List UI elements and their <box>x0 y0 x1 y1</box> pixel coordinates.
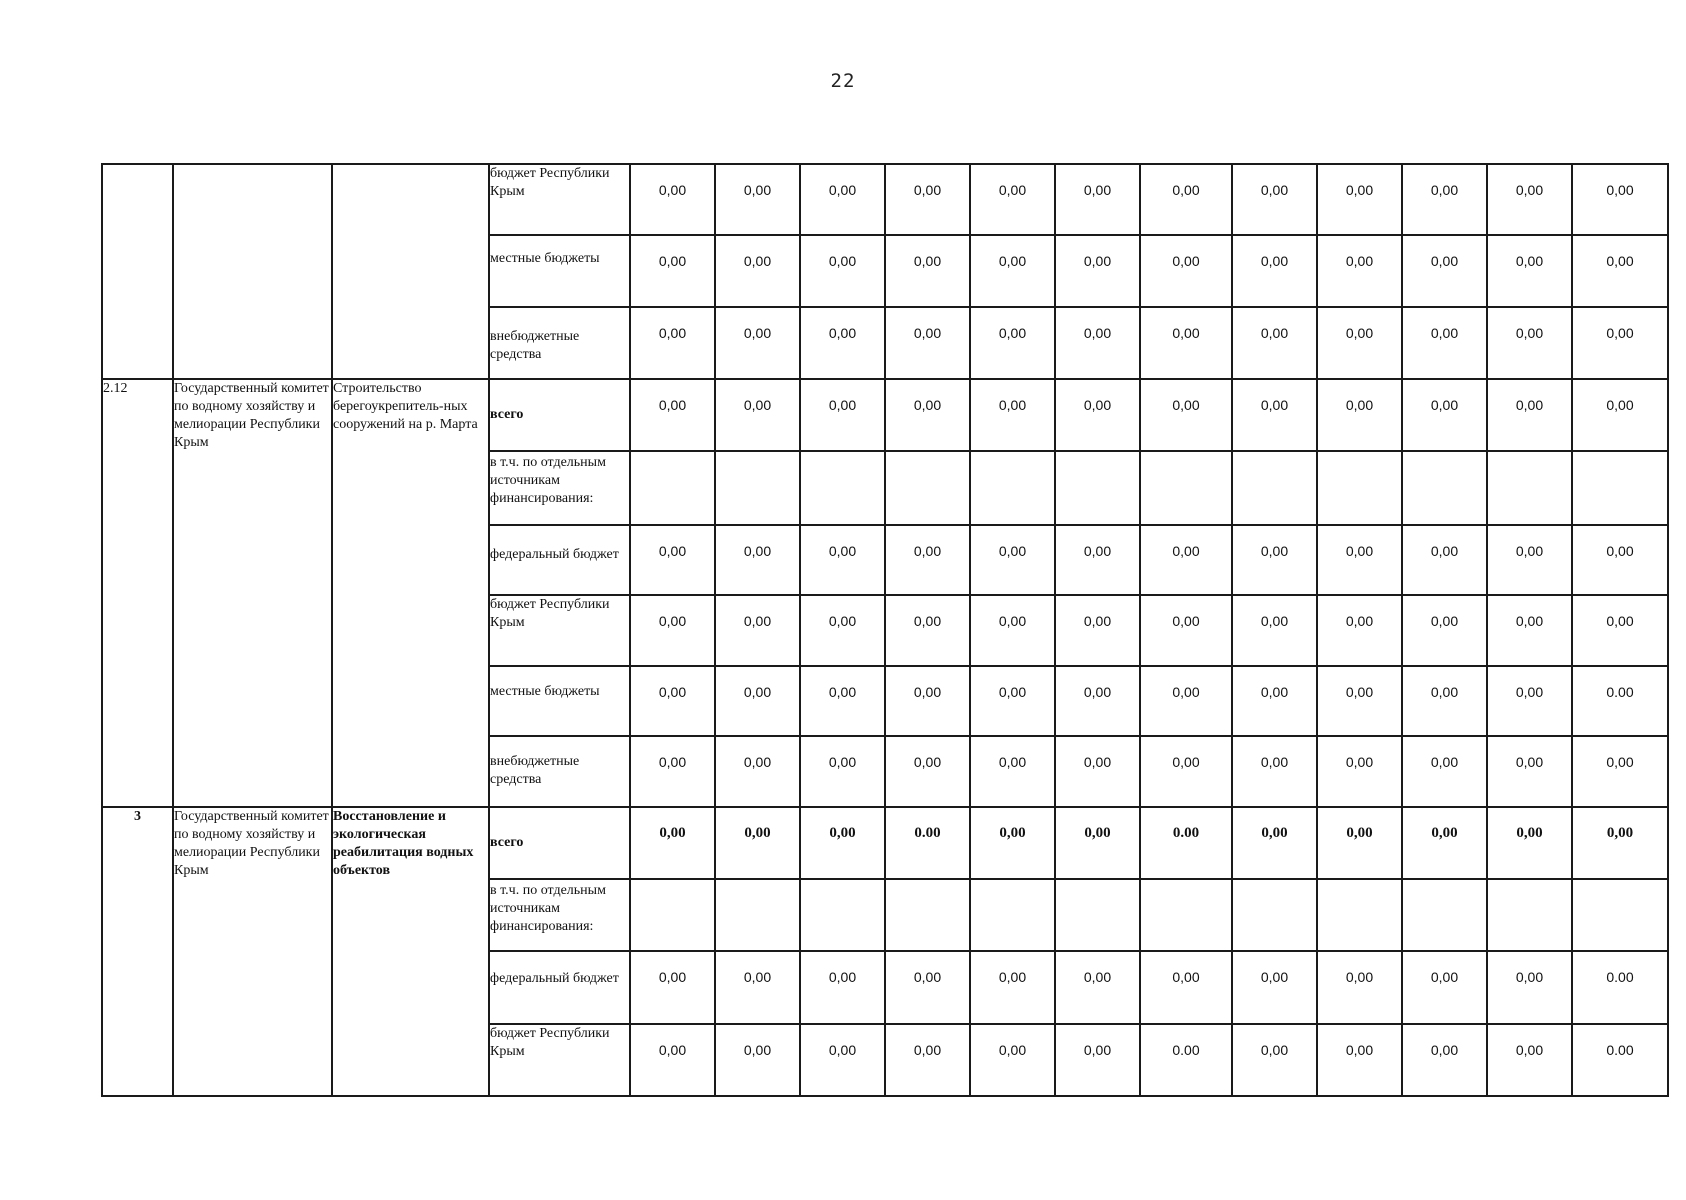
value-cell: 0,00 <box>1317 164 1402 235</box>
value-cell: 0,00 <box>1572 235 1668 307</box>
value-cell <box>1487 879 1572 951</box>
value-cell: 0,00 <box>715 666 800 736</box>
value-cell: 0,00 <box>800 1024 885 1096</box>
value-cell: 0,00 <box>1402 164 1487 235</box>
source-cell: федеральный бюджет <box>489 951 630 1024</box>
value-cell: 0,00 <box>1402 307 1487 379</box>
value-cell: 0,00 <box>1317 807 1402 879</box>
value-cell: 0,00 <box>715 525 800 595</box>
value-cell: 0.00 <box>1572 666 1668 736</box>
value-cell: 0,00 <box>630 807 715 879</box>
financing-table <box>101 163 1669 1097</box>
value-cell: 0,00 <box>1572 595 1668 666</box>
value-cell: 0,00 <box>1572 307 1668 379</box>
source-cell: всего <box>489 807 630 879</box>
value-cell: 0,00 <box>970 951 1055 1024</box>
value-cell: 0,00 <box>1055 951 1140 1024</box>
value-cell: 0,00 <box>1140 666 1232 736</box>
value-cell: 0,00 <box>1232 666 1317 736</box>
value-cell <box>715 451 800 525</box>
value-cell: 0,00 <box>1317 525 1402 595</box>
value-cell: 0,00 <box>630 307 715 379</box>
value-cell: 0,00 <box>1317 379 1402 451</box>
value-cell: 0,00 <box>1317 666 1402 736</box>
value-cell: 0,00 <box>1317 736 1402 807</box>
value-cell: 0,00 <box>1317 307 1402 379</box>
value-cell <box>1572 451 1668 525</box>
value-cell: 0,00 <box>1487 736 1572 807</box>
value-cell: 0,00 <box>1055 525 1140 595</box>
value-cell: 0,00 <box>1317 951 1402 1024</box>
value-cell: 0,00 <box>970 307 1055 379</box>
value-cell: 0,00 <box>1140 379 1232 451</box>
value-cell: 0,00 <box>1140 951 1232 1024</box>
value-cell: 0,00 <box>630 235 715 307</box>
value-cell: 0,00 <box>1055 379 1140 451</box>
value-cell: 0,00 <box>970 807 1055 879</box>
value-cell: 0,00 <box>1402 595 1487 666</box>
value-cell: 0,00 <box>800 307 885 379</box>
value-cell: 0,00 <box>800 164 885 235</box>
value-cell <box>1232 879 1317 951</box>
value-cell: 0,00 <box>1402 379 1487 451</box>
table-row <box>102 807 1668 879</box>
index-cell <box>102 164 173 379</box>
value-cell: 0,00 <box>715 1024 800 1096</box>
value-cell: 0,00 <box>1232 595 1317 666</box>
value-cell: 0,00 <box>715 379 800 451</box>
value-cell: 0,00 <box>885 595 970 666</box>
value-cell: 0,00 <box>970 595 1055 666</box>
value-cell <box>885 451 970 525</box>
value-cell: 0,00 <box>1055 307 1140 379</box>
value-cell: 0,00 <box>800 666 885 736</box>
value-cell: 0,00 <box>885 164 970 235</box>
value-cell: 0,00 <box>715 235 800 307</box>
value-cell: 0,00 <box>1055 807 1140 879</box>
value-cell: 0,00 <box>1232 807 1317 879</box>
value-cell: 0,00 <box>800 379 885 451</box>
value-cell: 0,00 <box>630 736 715 807</box>
value-cell: 0,00 <box>1572 736 1668 807</box>
value-cell <box>970 879 1055 951</box>
value-cell: 0.00 <box>1572 1024 1668 1096</box>
organization-cell: Государственный комитет по водному хозяйству и мелиорации Республики Крым <box>173 807 332 1096</box>
value-cell: 0,00 <box>1402 666 1487 736</box>
value-cell: 0,00 <box>970 164 1055 235</box>
value-cell: 0.00 <box>1140 1024 1232 1096</box>
value-cell: 0,00 <box>630 595 715 666</box>
value-cell: 0,00 <box>885 379 970 451</box>
value-cell: 0,00 <box>1232 951 1317 1024</box>
table-row <box>102 164 1668 235</box>
value-cell: 0,00 <box>1487 164 1572 235</box>
value-cell: 0,00 <box>800 736 885 807</box>
value-cell: 0,00 <box>1402 807 1487 879</box>
value-cell: 0,00 <box>1140 235 1232 307</box>
value-cell: 0,00 <box>1232 1024 1317 1096</box>
source-cell: бюджет Республики Крым <box>489 164 630 235</box>
value-cell: 0,00 <box>1055 595 1140 666</box>
value-cell: 0,00 <box>1055 164 1140 235</box>
value-cell: 0,00 <box>630 951 715 1024</box>
value-cell: 0,00 <box>1487 525 1572 595</box>
value-cell <box>970 451 1055 525</box>
value-cell: 0,00 <box>1232 736 1317 807</box>
index-cell: 2.12 <box>102 379 173 807</box>
value-cell: 0,00 <box>1317 235 1402 307</box>
value-cell <box>1402 879 1487 951</box>
value-cell: 0,00 <box>1572 164 1668 235</box>
value-cell: 0,00 <box>885 736 970 807</box>
value-cell: 0,00 <box>715 807 800 879</box>
value-cell <box>1317 451 1402 525</box>
value-cell: 0,00 <box>1402 235 1487 307</box>
value-cell: 0,00 <box>630 666 715 736</box>
value-cell: 0,00 <box>715 164 800 235</box>
value-cell: 0,00 <box>715 307 800 379</box>
value-cell: 0,00 <box>800 525 885 595</box>
index-cell: 3 <box>102 807 173 1096</box>
value-cell: 0,00 <box>1402 736 1487 807</box>
value-cell: 0,00 <box>630 1024 715 1096</box>
value-cell: 0,00 <box>1402 1024 1487 1096</box>
value-cell: 0,00 <box>1140 307 1232 379</box>
value-cell: 0,00 <box>970 666 1055 736</box>
value-cell <box>1317 879 1402 951</box>
value-cell <box>1487 451 1572 525</box>
value-cell: 0,00 <box>1232 379 1317 451</box>
value-cell: 0,00 <box>970 1024 1055 1096</box>
value-cell: 0,00 <box>1232 525 1317 595</box>
table-body <box>102 164 1668 1096</box>
value-cell: 0,00 <box>1487 595 1572 666</box>
value-cell: 0,00 <box>1317 595 1402 666</box>
value-cell: 0,00 <box>800 235 885 307</box>
value-cell: 0,00 <box>800 595 885 666</box>
activity-cell <box>332 164 489 379</box>
source-cell: местные бюджеты <box>489 666 630 736</box>
value-cell: 0,00 <box>1232 307 1317 379</box>
page-number: 22 <box>830 70 856 92</box>
table-row <box>102 379 1668 451</box>
value-cell: 0,00 <box>1572 525 1668 595</box>
value-cell: 0,00 <box>885 307 970 379</box>
activity-cell: Строительство берегоукрепитель-ных сооружений на р. Марта <box>332 379 489 807</box>
value-cell: 0,00 <box>885 235 970 307</box>
value-cell <box>1402 451 1487 525</box>
value-cell: 0,00 <box>1055 1024 1140 1096</box>
value-cell: 0,00 <box>1572 379 1668 451</box>
value-cell <box>885 879 970 951</box>
value-cell: 0,00 <box>715 595 800 666</box>
value-cell: 0,00 <box>970 736 1055 807</box>
value-cell: 0,00 <box>1487 1024 1572 1096</box>
value-cell <box>630 451 715 525</box>
value-cell: 0,00 <box>1487 807 1572 879</box>
value-cell: 0,00 <box>800 807 885 879</box>
source-cell: бюджет Республики Крым <box>489 595 630 666</box>
value-cell: 0,00 <box>1402 951 1487 1024</box>
source-cell: бюджет Республики Крым <box>489 1024 630 1096</box>
value-cell: 0,00 <box>885 666 970 736</box>
value-cell: 0,00 <box>1140 525 1232 595</box>
source-cell: в т.ч. по отдельным источникам финансирования: <box>489 451 630 525</box>
value-cell: 0,00 <box>1232 235 1317 307</box>
source-cell: внебюджетные средства <box>489 736 630 807</box>
value-cell <box>1055 451 1140 525</box>
value-cell <box>1140 451 1232 525</box>
value-cell <box>800 451 885 525</box>
value-cell: 0,00 <box>970 525 1055 595</box>
value-cell <box>1232 451 1317 525</box>
value-cell: 0,00 <box>630 164 715 235</box>
value-cell: 0,00 <box>1055 235 1140 307</box>
value-cell: 0,00 <box>970 235 1055 307</box>
value-cell <box>1055 879 1140 951</box>
activity-cell: Восстановление и экологическая реабилитация водных объектов <box>332 807 489 1096</box>
value-cell: 0,00 <box>1402 525 1487 595</box>
value-cell: 0.00 <box>1140 807 1232 879</box>
source-cell: местные бюджеты <box>489 235 630 307</box>
value-cell: 0,00 <box>1317 1024 1402 1096</box>
value-cell: 0,00 <box>1487 379 1572 451</box>
value-cell: 0,00 <box>885 525 970 595</box>
value-cell: 0,00 <box>1572 807 1668 879</box>
value-cell: 0.00 <box>885 807 970 879</box>
value-cell: 0,00 <box>1487 307 1572 379</box>
value-cell <box>715 879 800 951</box>
value-cell: 0,00 <box>1487 666 1572 736</box>
source-cell: всего <box>489 379 630 451</box>
organization-cell <box>173 164 332 379</box>
value-cell <box>1140 879 1232 951</box>
value-cell: 0,00 <box>630 525 715 595</box>
source-cell: внебюджетные средства <box>489 307 630 379</box>
value-cell: 0,00 <box>1487 951 1572 1024</box>
value-cell: 0,00 <box>1487 235 1572 307</box>
organization-cell: Государственный комитет по водному хозяйству и мелиорации Республики Крым <box>173 379 332 807</box>
value-cell: 0,00 <box>1055 666 1140 736</box>
value-cell <box>800 879 885 951</box>
source-cell: в т.ч. по отдельным источникам финансирования: <box>489 879 630 951</box>
value-cell: 0.00 <box>1572 951 1668 1024</box>
value-cell: 0,00 <box>630 379 715 451</box>
value-cell: 0,00 <box>1140 164 1232 235</box>
value-cell: 0,00 <box>800 951 885 1024</box>
value-cell: 0,00 <box>1140 595 1232 666</box>
source-cell: федеральный бюджет <box>489 525 630 595</box>
value-cell: 0,00 <box>1140 736 1232 807</box>
value-cell <box>1572 879 1668 951</box>
value-cell: 0,00 <box>970 379 1055 451</box>
value-cell: 0,00 <box>715 736 800 807</box>
value-cell: 0,00 <box>1055 736 1140 807</box>
value-cell <box>630 879 715 951</box>
value-cell: 0,00 <box>715 951 800 1024</box>
value-cell: 0,00 <box>885 951 970 1024</box>
value-cell: 0,00 <box>885 1024 970 1096</box>
value-cell: 0,00 <box>1232 164 1317 235</box>
